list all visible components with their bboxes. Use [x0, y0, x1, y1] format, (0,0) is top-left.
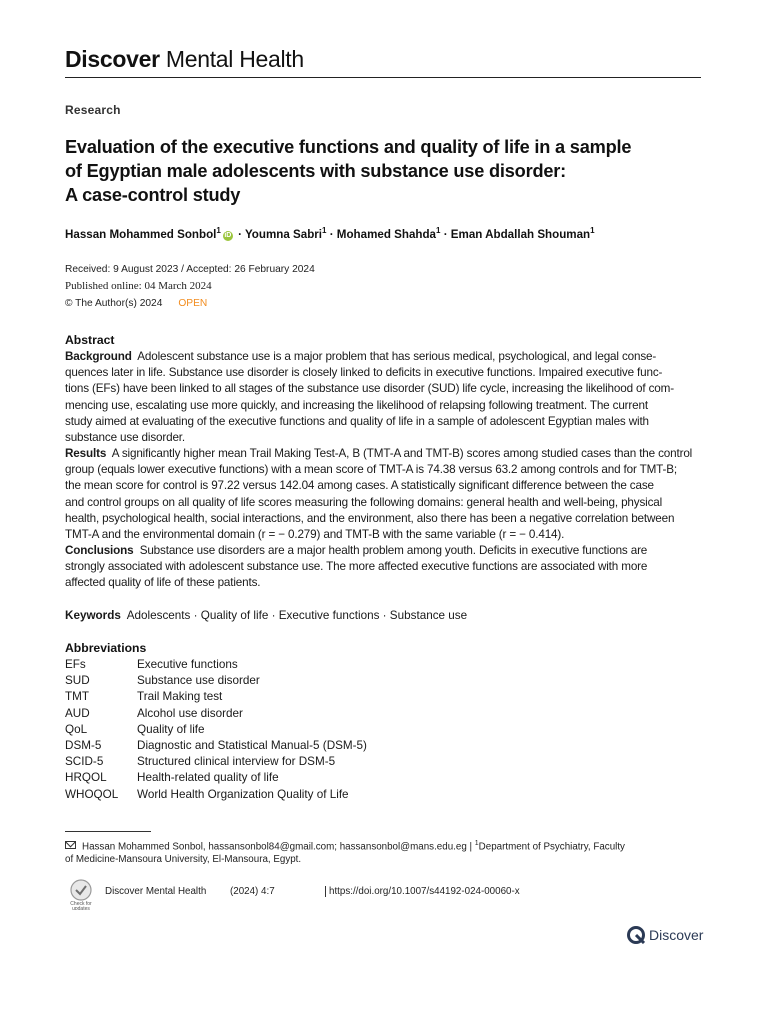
abbreviations-heading: Abbreviations — [65, 641, 147, 655]
footnote-contact[interactable]: Hassan Mohammed Sonbol, hassansonbol84@gmail.com; hassansonbol@mans.edu.eg | — [82, 841, 475, 853]
discover-logo-icon — [627, 926, 645, 944]
abbreviation-term: HRQOL — [65, 771, 107, 785]
abbreviation-row — [65, 689, 367, 705]
header-rule — [65, 77, 701, 78]
title-line: Evaluation of the executive functions and quality of life in a sample — [65, 137, 632, 157]
abstract-line: affected quality of life of these patients. — [65, 576, 261, 590]
open-access-badge: OPEN — [178, 298, 208, 309]
abbreviations-list — [65, 657, 367, 803]
title-line: A case-control study — [65, 185, 241, 205]
orcid-icon[interactable]: iD — [224, 231, 232, 239]
author-name[interactable]: Mohamed Shahda — [336, 227, 437, 241]
abstract-results — [65, 446, 702, 543]
title-line: of Egyptian male adolescents with substance use disorder: — [65, 161, 567, 181]
footnote-affiliation-number: 1 — [474, 840, 479, 847]
abbreviation-row — [65, 657, 367, 673]
author-list — [65, 226, 701, 241]
abstract-line: strongly associated with adolescent substance use. The more affected executive functions are associated with more — [65, 560, 648, 574]
abbreviation-definition: Substance use disorder — [137, 674, 260, 688]
abstract-background — [65, 349, 702, 446]
abbreviation-term: SCID-5 — [65, 755, 104, 769]
author-affiliation: 1 — [436, 226, 441, 235]
mail-icon — [65, 841, 76, 849]
correspondence-footnote — [65, 837, 701, 866]
abstract-line: mencing use, escalating use more quickly, and increasing the likelihood of relapsing following treatment. The current — [65, 398, 648, 412]
check-label: updates — [72, 906, 90, 910]
publisher-logo-text: Discover — [649, 927, 704, 943]
abbreviation-definition: Diagnostic and Statistical Manual-5 (DSM-5) — [137, 739, 367, 753]
author-affiliation: 1 — [322, 226, 327, 235]
abstract-line: TMT-A and the environmental domain (r = − 0.279) and TMT-B with the same variable (r = − 0.414). — [65, 528, 565, 542]
conclusions-label: Conclusions — [65, 544, 134, 557]
abbreviation-row — [65, 673, 367, 689]
footnote-affiliation-cont: of Medicine-Mansoura University, El-Mansoura, Egypt. — [65, 854, 302, 866]
article-type: Research — [65, 103, 121, 117]
journal-title — [65, 46, 304, 73]
footer-journal: Discover Mental Health — [105, 886, 207, 897]
author-separator: · — [440, 227, 451, 241]
journal-name-bold: Discover — [65, 46, 160, 72]
abbreviation-row — [65, 787, 367, 803]
abstract-conclusions — [65, 543, 702, 592]
check-for-updates-button[interactable] — [65, 878, 97, 910]
results-label: Results — [65, 447, 107, 460]
abstract-line: tions (EFs) have been linked to all stages of the substance use disorder (SUD) life cycle, increasing the likelihood of com- — [65, 382, 674, 396]
abbreviation-term: WHOQOL — [65, 787, 119, 801]
footnote-affiliation: Department of Psychiatry, Faculty — [478, 841, 625, 853]
received-accepted-dates: Received: 9 August 2023 / Accepted: 26 February 2024 — [65, 264, 315, 275]
abstract-line: the mean score for control is 97.22 versus 142.04 among cases. A statistically significant difference between the case — [65, 479, 654, 493]
abbreviation-term: AUD — [65, 706, 90, 720]
author-separator: · — [326, 227, 337, 241]
abstract-line: A significantly higher mean Trail Making Test-A, B (TMT-A and TMT-B) scores among studied cases than the control — [111, 447, 693, 460]
footer-volume: (2024) 4:7 — [230, 886, 275, 897]
author-separator: · — [234, 227, 245, 241]
abbreviation-term: QoL — [65, 722, 88, 736]
abstract-line: group (equals lower executive functions) with a mean score of TMT-A is 74.38 versus 63.2 among controls and for TMT-B; — [65, 463, 677, 477]
keywords — [65, 609, 467, 622]
check-label: Check for — [70, 901, 92, 907]
keywords-label: Keywords — [65, 609, 121, 622]
abbreviation-definition: World Health Organization Quality of Life — [137, 787, 349, 801]
author-name[interactable]: Hassan Mohammed Sonbol — [65, 227, 217, 241]
author-name[interactable]: Youmna Sabri — [244, 227, 323, 241]
abbreviation-row — [65, 722, 367, 738]
author-name[interactable]: Eman Abdallah Shouman — [450, 227, 591, 241]
abbreviation-term: EFs — [65, 658, 86, 671]
publisher-logo[interactable] — [627, 926, 703, 944]
copyright-line — [65, 298, 207, 309]
abstract-line: substance use disorder. — [65, 431, 185, 445]
abbreviation-definition: Health-related quality of life — [137, 771, 279, 785]
author-affiliation: 1 — [216, 226, 221, 235]
abstract-heading: Abstract — [65, 333, 115, 347]
journal-name-rest: Mental Health — [165, 46, 304, 72]
abbreviation-definition: Structured clinical interview for DSM-5 — [137, 755, 336, 769]
keywords-list: Adolescents · Quality of life · Executive functions · Substance use — [126, 609, 468, 622]
abbreviation-term: SUD — [65, 674, 90, 688]
check-for-updates-icon — [65, 878, 97, 910]
abbreviation-row — [65, 706, 367, 722]
abstract-line: and control groups on all quality of life scores measuring the following domains: general health and well-being, physical — [65, 495, 663, 509]
background-label: Background — [65, 350, 132, 363]
article-title — [65, 135, 701, 207]
abbreviation-row — [65, 754, 367, 770]
abstract-line: quences later in life. Substance use disorder is closely linked to deficits in executive functions. Impaired executive func- — [65, 366, 663, 380]
abbreviation-row — [65, 738, 367, 754]
footnote-rule — [65, 831, 151, 832]
abbreviation-definition: Trail Making test — [137, 690, 223, 704]
abstract-line: Substance use disorders are a major health problem among youth. Deficits in executive functions are — [139, 544, 648, 557]
abbreviation-term: TMT — [65, 690, 90, 704]
footer-doi-link[interactable]: https://doi.org/10.1007/s44192-024-00060-x — [325, 886, 520, 897]
abstract-line: Adolescent substance use is a major problem that has serious medical, psychological, and legal conse- — [137, 350, 657, 363]
published-date: Published online: 04 March 2024 — [65, 280, 212, 292]
abbreviation-definition: Executive functions — [137, 658, 238, 671]
abbreviation-definition: Quality of life — [137, 722, 205, 736]
abbreviation-term: DSM-5 — [65, 739, 102, 753]
abbreviation-definition: Alcohol use disorder — [137, 706, 243, 720]
author-affiliation: 1 — [590, 226, 595, 235]
abstract-line: study aimed at evaluating of the executive functions and quality of life in a sample of adolescent Egyptian males with — [65, 414, 649, 428]
abstract-line: health, psychological health, social interactions, and the environment, also there has been a negative correlation between — [65, 511, 675, 525]
abbreviation-row — [65, 770, 367, 786]
copyright-text: © The Author(s) 2024 — [65, 298, 163, 309]
